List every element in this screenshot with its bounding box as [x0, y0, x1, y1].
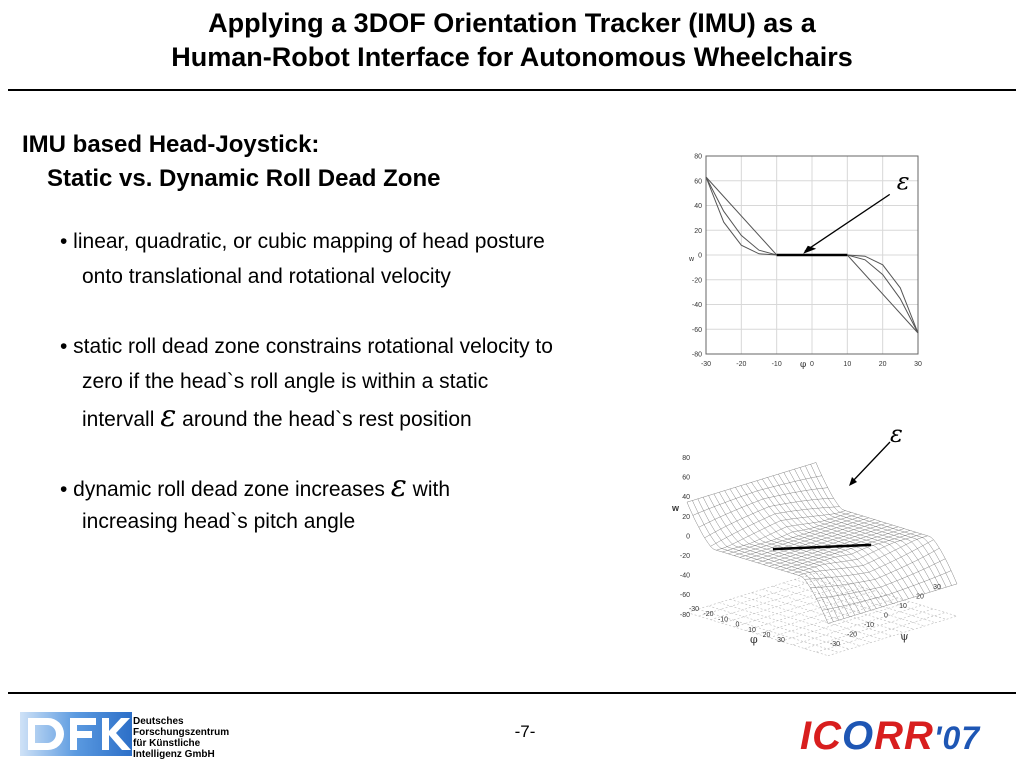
epsilon-arrowhead [803, 246, 816, 254]
x-tick-label: 10 [843, 361, 852, 368]
y-tick-label: 0 [884, 612, 888, 620]
slide-title [0, 6, 1024, 74]
floor-grid-line [773, 586, 914, 629]
x-axis-label: φ [800, 360, 807, 370]
dfki-line-4: Intelligenz GmbH [133, 749, 215, 760]
icorr-logo [800, 713, 1005, 757]
bullet-3-line-1 [60, 469, 670, 504]
epsilon-annotation: ε [896, 167, 910, 196]
x-tick-label: 0 [735, 621, 740, 629]
bullet-2-line-1: • static roll dead zone constrains rotational velocity to [60, 335, 553, 358]
y-tick-label: -10 [863, 622, 875, 629]
bottom-divider [8, 692, 1016, 694]
bullet-3-text-a: • dynamic roll dead zone increases [60, 478, 385, 501]
y-tick-label: 30 [933, 584, 941, 591]
x-tick-label: 10 [748, 626, 756, 634]
z-tick-label: 0 [686, 533, 690, 541]
x-tick-label: -20 [736, 361, 747, 368]
bullet-3-text-b: with [412, 478, 451, 501]
x-tick-label: 20 [878, 361, 887, 368]
bullet-2-line-3 [60, 399, 670, 434]
bullet-3-line-2: increasing head`s pitch angle [82, 510, 356, 533]
y-tick-label: 40 [694, 203, 702, 210]
y-tick-label: -30 [829, 641, 841, 648]
bullet-2-text-a: intervall [82, 408, 155, 431]
z-axis-label: w [672, 503, 680, 513]
epsilon-arrow [852, 442, 890, 482]
x-axis-label: φ [750, 633, 758, 646]
floor-grid-line [762, 589, 903, 632]
y-axis-label: ψ [900, 630, 909, 643]
top-divider [8, 89, 1016, 91]
y-tick-label: -20 [846, 631, 858, 639]
x-tick-label: 30 [914, 361, 922, 368]
dfki-name [133, 716, 229, 760]
z-tick-label: -80 [679, 611, 690, 619]
x-tick-label: -10 [717, 616, 729, 624]
bullet-list [60, 224, 670, 539]
subheading-2: Static vs. Dynamic Roll Dead Zone [47, 165, 441, 192]
z-tick-label: -60 [679, 592, 690, 600]
y-tick-label: -80 [691, 351, 702, 359]
page-number: -7- [514, 722, 536, 741]
z-tick-label: -20 [679, 553, 690, 560]
title-line-2: Human-Robot Interface for Autonomous Wheelchairs [171, 42, 853, 72]
dfki-line-1: Deutsches [133, 716, 184, 727]
y-tick-label: -20 [691, 277, 702, 285]
svg-text:ICORR'07: ICORR'07 [800, 714, 981, 757]
x-tick-label: 0 [810, 361, 814, 368]
z-tick-label: 60 [682, 474, 690, 482]
bullet-1-line-2: onto translational and rotational velocity [82, 265, 451, 288]
dead-zone-line-chart [680, 148, 930, 376]
y-tick-label: 10 [899, 603, 907, 610]
y-tick-label: 20 [916, 593, 924, 601]
subheading-1: IMU based Head-Joystick: [22, 131, 320, 158]
x-tick-label: -10 [771, 361, 782, 368]
bullet-2-line-2: zero if the head`s roll angle is within a static [82, 370, 489, 393]
bullet-1-line-1: • linear, quadratic, or cubic mapping of head posture [60, 230, 545, 253]
y-tick-label: 60 [694, 178, 702, 186]
epsilon-symbol: ε [160, 399, 177, 434]
z-tick-label: 20 [682, 513, 690, 521]
y-tick-label: 80 [694, 153, 702, 161]
y-tick-label: 20 [694, 227, 702, 235]
y-tick-label: -40 [691, 302, 702, 309]
epsilon-symbol: ε [390, 469, 407, 504]
x-tick-label: -20 [703, 611, 714, 619]
z-tick-label: 40 [682, 494, 690, 502]
dfki-line-3: für Künstliche [133, 738, 201, 749]
title-line-1: Applying a 3DOF Orientation Tracker (IMU) as a [208, 8, 816, 38]
x-tick-label: -30 [700, 361, 712, 368]
x-tick-label: 20 [762, 632, 771, 639]
x-tick-label: -30 [688, 606, 700, 613]
epsilon-annotation: ε [890, 420, 903, 448]
dead-zone-surface-chart [672, 418, 972, 658]
x-tick-label: 30 [777, 637, 785, 645]
y-axis-label: w [689, 256, 695, 263]
dfki-line-2: Forschungszentrum [133, 727, 230, 738]
bullet-2-text-b: around the head`s rest position [182, 408, 472, 431]
y-tick-label: 0 [698, 252, 702, 260]
y-tick-label: -60 [691, 326, 702, 334]
z-tick-label: 80 [682, 455, 690, 462]
z-tick-label: -40 [679, 572, 690, 580]
dfki-logo [20, 712, 132, 756]
